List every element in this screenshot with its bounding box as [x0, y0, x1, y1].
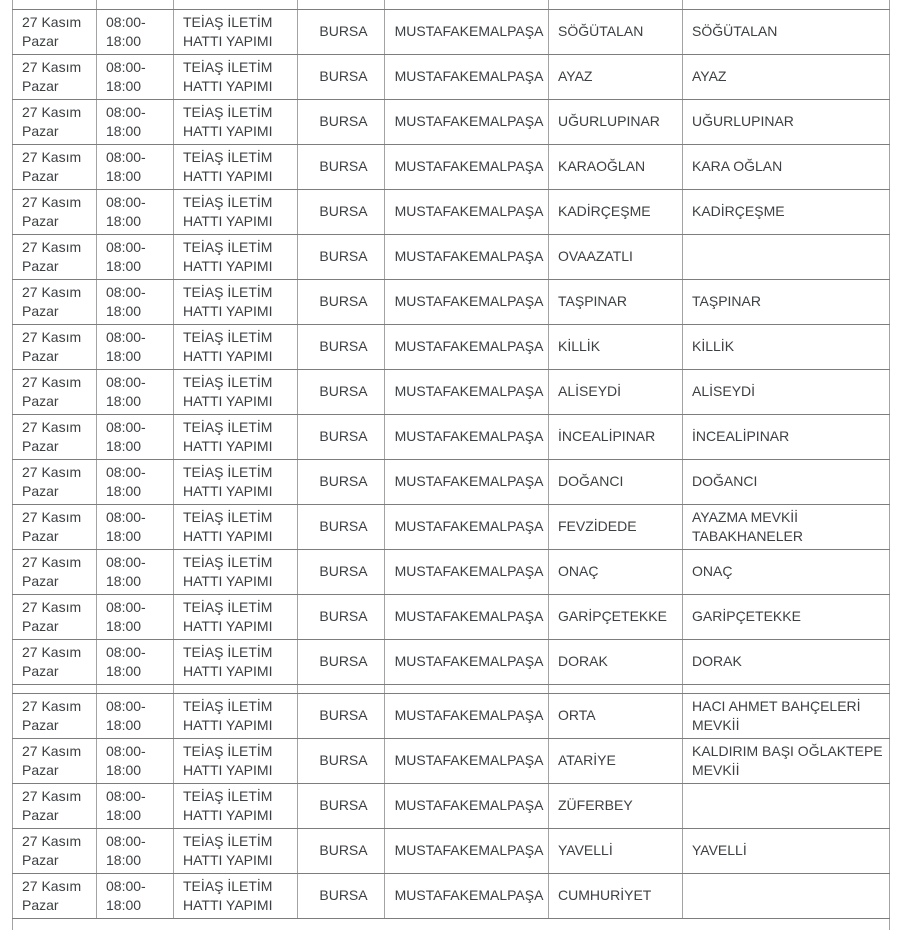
cell-time: 08:00-18:00	[97, 99, 174, 144]
cell-neighborhood: KİLLİK	[549, 324, 683, 369]
cell-province: BURSA	[298, 9, 385, 54]
partial-cell	[385, 0, 549, 9]
cell-location: DOĞANCI	[683, 459, 890, 504]
cell-reason: TEİAŞ İLETİM HATTI YAPIMI	[174, 459, 298, 504]
cell-date: 27 Kasım Pazar	[13, 828, 97, 873]
cell-neighborhood: UĞURLUPINAR	[549, 99, 683, 144]
cell-neighborhood: AYAZ	[549, 54, 683, 99]
partial-cell	[174, 918, 298, 930]
cell-location: SÖĞÜTALAN	[683, 9, 890, 54]
cell-location: ONAÇ	[683, 549, 890, 594]
cell-reason: TEİAŞ İLETİM HATTI YAPIMI	[174, 99, 298, 144]
cell-district: MUSTAFAKEMALPAŞA	[385, 594, 549, 639]
cell-district: MUSTAFAKEMALPAŞA	[385, 279, 549, 324]
partial-cell	[683, 0, 890, 9]
cell-district: MUSTAFAKEMALPAŞA	[385, 99, 549, 144]
cell-reason: TEİAŞ İLETİM HATTI YAPIMI	[174, 369, 298, 414]
cell-neighborhood: ATARİYE	[549, 738, 683, 783]
cell-neighborhood: SÖĞÜTALAN	[549, 9, 683, 54]
cell-time: 08:00-18:00	[97, 504, 174, 549]
cell-neighborhood: ONAÇ	[549, 549, 683, 594]
table-body	[13, 9, 890, 918]
cell-neighborhood: KADİRÇEŞME	[549, 189, 683, 234]
cell-time: 08:00-18:00	[97, 693, 174, 738]
cell-time: 08:00-18:00	[97, 783, 174, 828]
cell-reason: TEİAŞ İLETİM HATTI YAPIMI	[174, 279, 298, 324]
cell-district: MUSTAFAKEMALPAŞA	[385, 549, 549, 594]
cell-neighborhood: TAŞPINAR	[549, 279, 683, 324]
cell-location: KİLLİK	[683, 324, 890, 369]
cell-neighborhood: KARAOĞLAN	[549, 144, 683, 189]
table-row	[13, 873, 890, 918]
cell-reason: TEİAŞ İLETİM HATTI YAPIMI	[174, 189, 298, 234]
spacer-cell	[298, 684, 385, 693]
cell-neighborhood: OVAAZATLI	[549, 234, 683, 279]
partial-top-row-group	[13, 0, 890, 9]
cell-province: BURSA	[298, 459, 385, 504]
spacer-cell	[13, 684, 97, 693]
table-row	[13, 459, 890, 504]
cell-location: HACI AHMET BAHÇELERİ MEVKİİ	[683, 693, 890, 738]
cell-time: 08:00-18:00	[97, 594, 174, 639]
cell-district: MUSTAFAKEMALPAŞA	[385, 873, 549, 918]
cell-reason: TEİAŞ İLETİM HATTI YAPIMI	[174, 234, 298, 279]
table-row	[13, 693, 890, 738]
cell-time: 08:00-18:00	[97, 189, 174, 234]
table-row	[13, 828, 890, 873]
cell-time: 08:00-18:00	[97, 414, 174, 459]
table-row	[13, 9, 890, 54]
cell-location: AYAZ	[683, 54, 890, 99]
cell-time: 08:00-18:00	[97, 324, 174, 369]
partial-cell	[13, 918, 97, 930]
cell-reason: TEİAŞ İLETİM HATTI YAPIMI	[174, 414, 298, 459]
cell-neighborhood: DOĞANCI	[549, 459, 683, 504]
cell-date: 27 Kasım Pazar	[13, 639, 97, 684]
spacer-cell	[97, 684, 174, 693]
cell-district: MUSTAFAKEMALPAŞA	[385, 783, 549, 828]
cell-date: 27 Kasım Pazar	[13, 504, 97, 549]
cell-date: 27 Kasım Pazar	[13, 54, 97, 99]
cell-neighborhood: GARİPÇETEKKE	[549, 594, 683, 639]
cell-reason: TEİAŞ İLETİM HATTI YAPIMI	[174, 873, 298, 918]
cell-location: UĞURLUPINAR	[683, 99, 890, 144]
cell-district: MUSTAFAKEMALPAŞA	[385, 693, 549, 738]
cell-province: BURSA	[298, 189, 385, 234]
cell-province: BURSA	[298, 549, 385, 594]
cell-reason: TEİAŞ İLETİM HATTI YAPIMI	[174, 324, 298, 369]
cell-location: KALDIRIM BAŞI OĞLAKTEPE MEVKİİ	[683, 738, 890, 783]
cell-district: MUSTAFAKEMALPAŞA	[385, 54, 549, 99]
cell-location: KADİRÇEŞME	[683, 189, 890, 234]
cell-province: BURSA	[298, 639, 385, 684]
cell-time: 08:00-18:00	[97, 459, 174, 504]
cell-province: BURSA	[298, 414, 385, 459]
cell-district: MUSTAFAKEMALPAŞA	[385, 414, 549, 459]
table-row	[13, 504, 890, 549]
partial-cell	[13, 0, 97, 9]
cell-reason: TEİAŞ İLETİM HATTI YAPIMI	[174, 504, 298, 549]
cell-time: 08:00-18:00	[97, 873, 174, 918]
cell-province: BURSA	[298, 369, 385, 414]
cell-date: 27 Kasım Pazar	[13, 459, 97, 504]
cell-district: MUSTAFAKEMALPAŞA	[385, 9, 549, 54]
cell-district: MUSTAFAKEMALPAŞA	[385, 324, 549, 369]
cell-time: 08:00-18:00	[97, 9, 174, 54]
cell-date: 27 Kasım Pazar	[13, 279, 97, 324]
cell-district: MUSTAFAKEMALPAŞA	[385, 234, 549, 279]
table-row	[13, 189, 890, 234]
cell-neighborhood: CUMHURİYET	[549, 873, 683, 918]
cell-date: 27 Kasım Pazar	[13, 783, 97, 828]
cell-date: 27 Kasım Pazar	[13, 99, 97, 144]
cell-neighborhood: İNCEALİPINAR	[549, 414, 683, 459]
cell-reason: TEİAŞ İLETİM HATTI YAPIMI	[174, 693, 298, 738]
cell-location: GARİPÇETEKKE	[683, 594, 890, 639]
cell-location	[683, 783, 890, 828]
cell-time: 08:00-18:00	[97, 738, 174, 783]
cell-location: İNCEALİPINAR	[683, 414, 890, 459]
table-row	[13, 783, 890, 828]
cell-neighborhood: DORAK	[549, 639, 683, 684]
cell-reason: TEİAŞ İLETİM HATTI YAPIMI	[174, 738, 298, 783]
cell-district: MUSTAFAKEMALPAŞA	[385, 369, 549, 414]
cell-reason: TEİAŞ İLETİM HATTI YAPIMI	[174, 549, 298, 594]
cell-province: BURSA	[298, 783, 385, 828]
cell-district: MUSTAFAKEMALPAŞA	[385, 828, 549, 873]
cell-province: BURSA	[298, 144, 385, 189]
cell-province: BURSA	[298, 504, 385, 549]
table-row	[13, 54, 890, 99]
table-row	[13, 549, 890, 594]
cell-date: 27 Kasım Pazar	[13, 738, 97, 783]
spacer-cell	[174, 684, 298, 693]
table-row	[13, 369, 890, 414]
table-row-partial-top	[13, 0, 890, 9]
cell-time: 08:00-18:00	[97, 54, 174, 99]
table-row	[13, 414, 890, 459]
cell-province: BURSA	[298, 873, 385, 918]
cell-date: 27 Kasım Pazar	[13, 594, 97, 639]
partial-cell	[683, 918, 890, 930]
cell-province: BURSA	[298, 234, 385, 279]
cell-neighborhood: FEVZİDEDE	[549, 504, 683, 549]
cell-reason: TEİAŞ İLETİM HATTI YAPIMI	[174, 828, 298, 873]
cell-province: BURSA	[298, 54, 385, 99]
partial-bottom-row-group	[13, 918, 890, 930]
partial-cell	[97, 0, 174, 9]
table-row	[13, 234, 890, 279]
cell-district: MUSTAFAKEMALPAŞA	[385, 639, 549, 684]
table-row	[13, 144, 890, 189]
table-row-partial-bottom	[13, 918, 890, 930]
cell-neighborhood: ORTA	[549, 693, 683, 738]
cell-district: MUSTAFAKEMALPAŞA	[385, 144, 549, 189]
cell-time: 08:00-18:00	[97, 828, 174, 873]
cell-province: BURSA	[298, 738, 385, 783]
cell-reason: TEİAŞ İLETİM HATTI YAPIMI	[174, 144, 298, 189]
cell-date: 27 Kasım Pazar	[13, 234, 97, 279]
cell-time: 08:00-18:00	[97, 279, 174, 324]
cell-date: 27 Kasım Pazar	[13, 414, 97, 459]
cell-reason: TEİAŞ İLETİM HATTI YAPIMI	[174, 783, 298, 828]
table-row	[13, 639, 890, 684]
partial-cell	[385, 918, 549, 930]
cell-date: 27 Kasım Pazar	[13, 873, 97, 918]
cell-time: 08:00-18:00	[97, 144, 174, 189]
table-row	[13, 738, 890, 783]
cell-reason: TEİAŞ İLETİM HATTI YAPIMI	[174, 54, 298, 99]
partial-cell	[298, 0, 385, 9]
cell-time: 08:00-18:00	[97, 639, 174, 684]
cell-date: 27 Kasım Pazar	[13, 324, 97, 369]
table-row	[13, 594, 890, 639]
cell-district: MUSTAFAKEMALPAŞA	[385, 504, 549, 549]
cell-time: 08:00-18:00	[97, 369, 174, 414]
cell-district: MUSTAFAKEMALPAŞA	[385, 738, 549, 783]
cell-location: DORAK	[683, 639, 890, 684]
cell-neighborhood: YAVELLİ	[549, 828, 683, 873]
cell-reason: TEİAŞ İLETİM HATTI YAPIMI	[174, 639, 298, 684]
cell-neighborhood: ZÜFERBEY	[549, 783, 683, 828]
cell-province: BURSA	[298, 99, 385, 144]
cell-location	[683, 234, 890, 279]
cell-date: 27 Kasım Pazar	[13, 144, 97, 189]
cell-time: 08:00-18:00	[97, 234, 174, 279]
cell-location: AYAZMA MEVKİİ TABAKHANELER	[683, 504, 890, 549]
cell-time: 08:00-18:00	[97, 549, 174, 594]
partial-cell	[549, 0, 683, 9]
cell-date: 27 Kasım Pazar	[13, 9, 97, 54]
cell-district: MUSTAFAKEMALPAŞA	[385, 459, 549, 504]
cell-province: BURSA	[298, 279, 385, 324]
cell-reason: TEİAŞ İLETİM HATTI YAPIMI	[174, 594, 298, 639]
spacer-cell	[385, 684, 549, 693]
cell-district: MUSTAFAKEMALPAŞA	[385, 189, 549, 234]
cell-location: TAŞPINAR	[683, 279, 890, 324]
cell-province: BURSA	[298, 828, 385, 873]
cell-province: BURSA	[298, 693, 385, 738]
partial-cell	[549, 918, 683, 930]
partial-cell	[298, 918, 385, 930]
spacer-cell	[683, 684, 890, 693]
table-row	[13, 99, 890, 144]
cell-date: 27 Kasım Pazar	[13, 189, 97, 234]
cell-neighborhood: ALİSEYDİ	[549, 369, 683, 414]
cell-province: BURSA	[298, 324, 385, 369]
partial-cell	[97, 918, 174, 930]
table-group-spacer-row	[13, 684, 890, 693]
cell-date: 27 Kasım Pazar	[13, 549, 97, 594]
spacer-cell	[549, 684, 683, 693]
cell-location: KARA OĞLAN	[683, 144, 890, 189]
cell-location: ALİSEYDİ	[683, 369, 890, 414]
cell-location	[683, 873, 890, 918]
table-row	[13, 279, 890, 324]
cell-date: 27 Kasım Pazar	[13, 693, 97, 738]
cell-reason: TEİAŞ İLETİM HATTI YAPIMI	[174, 9, 298, 54]
outage-schedule-table	[12, 0, 890, 930]
table-row	[13, 324, 890, 369]
partial-cell	[174, 0, 298, 9]
cell-location: YAVELLİ	[683, 828, 890, 873]
cell-date: 27 Kasım Pazar	[13, 369, 97, 414]
cell-province: BURSA	[298, 594, 385, 639]
